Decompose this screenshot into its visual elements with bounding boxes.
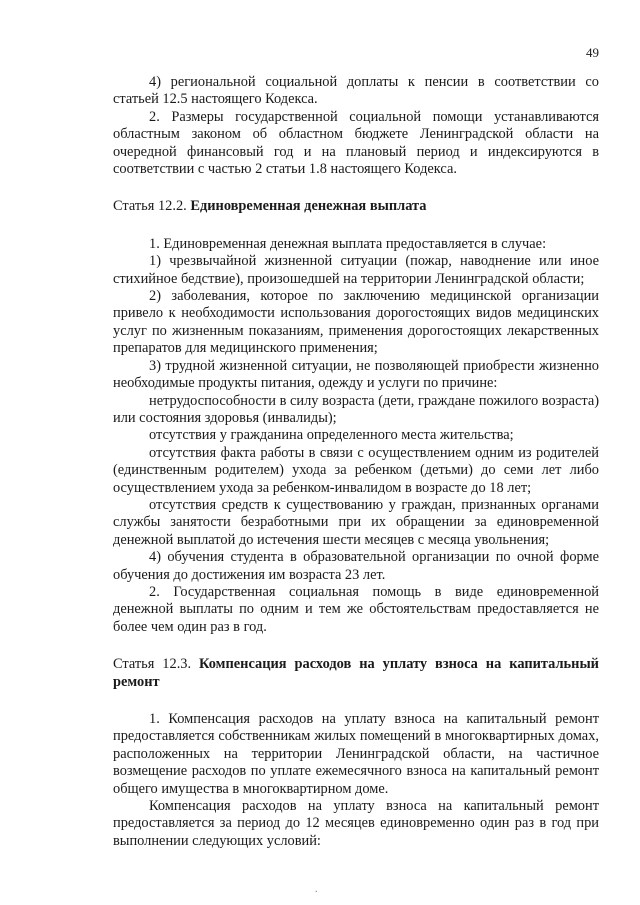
footer-mark: . bbox=[315, 884, 318, 895]
paragraph: 2. Государственная социальная помощь в виде единовременной денежной выплаты по одним и тем же обстоятельствам предоставляется не более чем один раз в год. bbox=[113, 583, 599, 635]
paragraph: Компенсация расходов на уплату взноса на капитальный ремонт предоставляется за период до 12 месяцев единовременно один раз в год при выполнении следующих условий: bbox=[113, 798, 599, 849]
paragraph: 4) региональной социальной доплаты к пенсии в соответствии со статьей 12.5 настоящего Кодекса. bbox=[113, 74, 599, 108]
article-heading-12-2 bbox=[113, 198, 599, 215]
article-number: Статья 12.3. bbox=[113, 656, 192, 673]
paragraph: нетрудоспособности в силу возраста (дети, граждане пожилого возраста) или состояния здоровья (инвалиды); bbox=[113, 392, 599, 426]
page-content bbox=[113, 74, 599, 850]
article-title: Компенсация расходов на уплату взноса на капитальный ремонт bbox=[113, 656, 599, 690]
article-number: Статья 12.2. bbox=[113, 198, 187, 215]
paragraph: 1. Единовременная денежная выплата предоставляется в случае: bbox=[149, 235, 547, 252]
paragraph: отсутствия факта работы в связи с осуществлением одним из родителей (единственным родителем) ухода за ребенком (детьми) до семи лет либо осуществлением ухода за ребенком-инвалидом в возрасте до 18 лет; bbox=[113, 444, 599, 496]
paragraph: отсутствия средств к существованию у граждан, признанных органами службы занятости безработными при их обращении за единовременной денежной выплатой до истечения шести месяцев с месяца увольнения; bbox=[113, 496, 599, 548]
paragraph: 1) чрезвычайной жизненной ситуации (пожар, наводнение или иное стихийное бедствие), произошедшей на территории Ленинградской области; bbox=[113, 253, 599, 287]
paragraph: 4) обучения студента в образовательной организации по очной форме обучения до достижения им возраста 23 лет. bbox=[113, 549, 599, 583]
paragraph: 2. Размеры государственной социальной помощи устанавливаются областным законом об областном бюджете Ленинградской области на очередной финансовый год и на плановый период и индексируются в соответствии с частью 2 статьи 1.8 настоящего Кодекса. bbox=[113, 108, 599, 178]
paragraph: 2) заболевания, которое по заключению медицинской организации привело к необходимости использования дорогостоящих видов медицинских услуг по жизненным показаниям, применения дорогостоящих лекарственных препаратов для медицинского применения; bbox=[113, 288, 599, 357]
paragraph: 3) трудной жизненной ситуации, не позволяющей приобрести жизненно необходимые продукты питания, одежду и услуги по причине: bbox=[113, 357, 599, 392]
article-title: Единовременная денежная выплата bbox=[190, 198, 427, 215]
paragraph: 1. Компенсация расходов на уплату взноса на капитальный ремонт предоставляется собственникам жилых помещений в многоквартирных домах, расположенных на территории Ленинградской области, на частичное возмещение расходов по уплате ежемесячного взноса на капитальный ремонт общего имущества в многоквартирном доме. bbox=[113, 711, 599, 797]
article-heading-12-3 bbox=[113, 656, 599, 691]
page-number: 49 bbox=[586, 45, 599, 60]
paragraph: отсутствия у гражданина определенного места жительства; bbox=[149, 427, 514, 444]
